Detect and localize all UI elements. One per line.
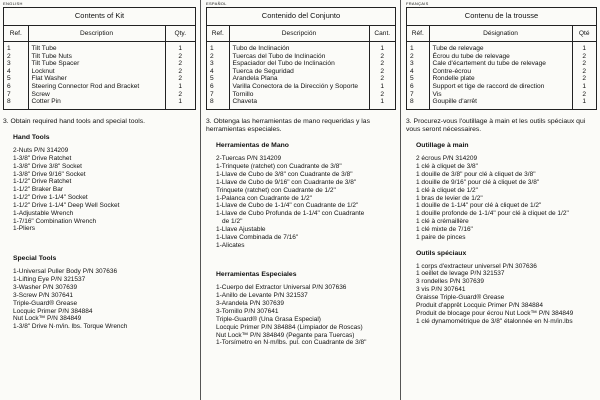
header-qty: Qty. xyxy=(165,26,195,42)
qty-cell: 1 xyxy=(369,42,395,53)
instruction-step: 3. Obtain required hand tools and special tools. xyxy=(3,117,146,125)
list-item: Locquic Primer P/N 384884 (Limpiador de Roscas) xyxy=(216,323,363,331)
table-row xyxy=(407,68,596,76)
ref-cell: 5 xyxy=(410,75,414,83)
list-item: 1 corps d'extracteur universel P/N 307636 xyxy=(416,262,537,270)
language-label: ESPAÑOL xyxy=(206,1,227,6)
ref-cell: 8 xyxy=(410,98,414,106)
qty-cell: 1 xyxy=(165,83,195,91)
list-item: Nut Lock™ P/N 384849 xyxy=(13,315,82,323)
qty-cell: 2 xyxy=(165,68,195,76)
list-item: Graisse Triple-Guard® Grease xyxy=(416,294,505,301)
ref-cell: 3 xyxy=(210,60,214,68)
description-cell: Tornillo xyxy=(229,91,369,99)
ref-cell: 2 xyxy=(410,52,414,60)
ref-cell: 3 xyxy=(7,60,11,68)
list-item: 1 clé à crémaillère xyxy=(416,218,469,226)
ref-cell: 4 xyxy=(410,67,414,75)
ref-cell: 1 xyxy=(410,45,414,52)
description-cell: Rondelle plate xyxy=(429,75,572,83)
list-item: 1-1/2" Drive 1-1/4" Socket xyxy=(13,194,88,202)
ref-cell: 2 xyxy=(7,52,11,60)
list-item: 1 clé à cliquet de 3/8" xyxy=(416,163,478,171)
ref-cell: 1 xyxy=(7,45,11,52)
table-row xyxy=(207,68,395,76)
list-item: 1-Llave de Cubo de 1-1/4" con Cuadrante de 1/2" xyxy=(216,202,359,210)
table-row xyxy=(407,98,596,109)
table-row xyxy=(207,83,395,91)
hand-tools-heading: Outillage à main xyxy=(416,142,469,150)
description-cell: Vis xyxy=(429,91,572,99)
instruction-step: 3. Procurez-vous l'outillage à main et les outils spéciaux qui vous seront nécessaires. xyxy=(406,117,586,134)
qty-cell: 1 xyxy=(369,83,395,91)
description-cell: Arandela Plana xyxy=(229,75,369,83)
list-item: 1-Alicates xyxy=(216,241,245,249)
list-item: 1 clé à cliquet de 1/2" xyxy=(416,186,478,194)
qty-cell: 2 xyxy=(165,91,195,99)
list-item: 1-Universal Puller Body P/N 307636 xyxy=(13,268,118,276)
list-item: Triple-Guard® Grease xyxy=(13,299,78,307)
description-cell: Locknut xyxy=(28,68,165,76)
qty-cell: 2 xyxy=(572,68,596,76)
description-cell: Cale d'écartement du tube de relevage xyxy=(429,60,572,68)
description-cell: Contre-écrou xyxy=(429,68,572,76)
description-cell: Tilt Tube xyxy=(28,42,165,53)
special-tools-list xyxy=(416,263,597,326)
table-row xyxy=(4,42,195,53)
qty-cell: 2 xyxy=(369,91,395,99)
list-item: 1 douille de 9/16" pour clé à cliquet de 3/8" xyxy=(416,178,540,186)
spanish-column xyxy=(201,0,399,400)
list-item: 1-1/2" Drive 1-1/4" Deep Well Socket xyxy=(13,201,120,209)
description-cell: Cotter Pin xyxy=(28,98,165,109)
table-row xyxy=(4,75,195,83)
description-cell: Steering Connector Rod and Bracket xyxy=(28,83,165,91)
header-description: Désignation xyxy=(429,26,572,42)
special-tools-heading: Herramientas Especiales xyxy=(216,271,297,279)
list-item: 1-Llave de Cubo de 3/8" con Cuadrante de 3/8" xyxy=(216,171,353,179)
list-item: 1-Pliers xyxy=(13,225,36,233)
list-item: 3 vis P/N 307641 xyxy=(416,286,466,294)
kit-contents-table xyxy=(3,7,196,110)
ref-cell: 6 xyxy=(7,82,11,90)
table-row xyxy=(407,42,596,53)
list-item: 1-7/16" Combination Wrench xyxy=(13,217,97,225)
ref-cell: 4 xyxy=(210,67,214,75)
qty-cell: 2 xyxy=(165,75,195,83)
instruction-step: 3. Obtenga las herramientas de mano requeridas y las herramientas especiales. xyxy=(206,117,370,134)
list-item: 1-Llave Ajustable xyxy=(216,225,266,233)
table-row xyxy=(4,83,195,91)
list-item: 3-Arandela P/N 307639 xyxy=(216,300,284,308)
list-item: 3-Tornillo P/N 307641 xyxy=(216,308,279,315)
qty-cell: 2 xyxy=(572,75,596,83)
hand-tools-list xyxy=(13,147,196,233)
ref-cell: 6 xyxy=(410,82,414,90)
qty-cell: 1 xyxy=(572,83,596,91)
special-tools-list xyxy=(13,268,196,331)
header-description: Description xyxy=(28,26,165,42)
kit-table-title: Contenu de la trousse xyxy=(407,8,596,26)
description-cell: Flat Washer xyxy=(28,75,165,83)
list-item: Triple-Guard® (Una Grasa Especial) xyxy=(216,315,321,323)
kit-table xyxy=(207,26,395,109)
kit-contents-table xyxy=(406,7,597,110)
table-row xyxy=(407,60,596,68)
qty-cell: 1 xyxy=(572,42,596,53)
special-tools-heading: Special Tools xyxy=(13,255,57,263)
ref-cell: 1 xyxy=(210,45,214,52)
qty-cell: 2 xyxy=(369,60,395,68)
list-item: Produit de blocage pour écrou Nut Lock™ P/N 384849 xyxy=(416,309,574,317)
list-item: Produit d'apprêt Locquic Primer P/N 384884 xyxy=(416,301,543,309)
qty-cell: 2 xyxy=(165,53,195,61)
ref-cell: 3 xyxy=(410,60,414,68)
description-cell: Goupille d'arrêt xyxy=(429,98,572,109)
special-tools-list xyxy=(216,284,396,347)
description-cell: Écrou du tube de relevage xyxy=(429,53,572,61)
hand-tools-heading: Herramientas de Mano xyxy=(216,142,289,150)
list-item: 1 paire de pinces xyxy=(416,233,466,241)
header-qty: Cant. xyxy=(369,26,395,42)
kit-table-title: Contents of Kit xyxy=(4,8,195,26)
language-label: FRANÇAIS xyxy=(406,1,429,6)
description-cell: Support et tige de raccord de direction xyxy=(429,83,572,91)
ref-cell: 5 xyxy=(210,75,214,83)
kit-table-header xyxy=(4,26,195,42)
ref-cell: 2 xyxy=(210,52,214,60)
list-item: 1-1/2" Drive Ratchet xyxy=(13,178,72,186)
list-item: 1 douille profonde de 1-1/4" pour clé à cliquet de 1/2" xyxy=(416,210,569,218)
list-item: 1-Adjustable Wrench xyxy=(13,209,74,217)
list-item: 1 oeillet de levage P/N 321537 xyxy=(416,270,505,278)
english-column xyxy=(0,0,199,400)
list-item: 1-Palanca con Cuadrante de 1/2" xyxy=(216,194,312,202)
description-cell: Tilt Tube Nuts xyxy=(28,53,165,61)
special-tools-heading: Outils spéciaux xyxy=(416,249,467,257)
list-item: 1-1/2" Braker Bar xyxy=(13,186,63,194)
table-row xyxy=(207,42,395,53)
ref-cell: 6 xyxy=(210,82,214,90)
list-item: de 1/2" xyxy=(222,218,243,226)
description-cell: Tubo de Inclinación xyxy=(229,42,369,53)
table-row xyxy=(407,53,596,61)
kit-table-title: Contenido del Conjunto xyxy=(207,8,395,26)
qty-cell: 2 xyxy=(369,53,395,61)
list-item: 1 douille de 3/8" pour clé à cliquet de 3/8" xyxy=(416,171,536,179)
qty-cell: 1 xyxy=(572,98,596,109)
qty-cell: 2 xyxy=(165,60,195,68)
list-item: Trinquete (ratchet) con Cuadrante de 1/2" xyxy=(216,186,336,194)
list-item: 1-Trinquete (ratchet) con Cuadrante de 3/8" xyxy=(216,163,342,171)
table-row xyxy=(207,75,395,83)
header-ref: Ref. xyxy=(4,26,28,42)
list-item: 2 écrous P/N 314209 xyxy=(416,155,478,163)
header-ref: Ref. xyxy=(207,26,229,42)
qty-cell: 2 xyxy=(572,53,596,61)
table-row xyxy=(407,91,596,99)
table-row xyxy=(4,53,195,61)
hand-tools-heading: Hand Tools xyxy=(13,134,50,142)
kit-table xyxy=(407,26,596,109)
description-cell: Varilla Conectora de la Dirección y Soporte xyxy=(229,83,369,91)
qty-cell: 1 xyxy=(165,42,195,53)
list-item: 1-Llave de Cubo Profunda de 1-1/4" con Cuadrante xyxy=(216,210,365,218)
list-item: 1-3/8" Drive Ratchet xyxy=(13,154,72,162)
list-item: 1-Lifting Eye P/N 321537 xyxy=(13,276,86,284)
table-row xyxy=(207,53,395,61)
language-label: ENGLISH xyxy=(3,1,23,6)
list-item: 1-Torsímetro en N·m/lbs. pul. con Cuadrante de 3/8" xyxy=(216,339,367,347)
description-cell: Tuerca de Seguridad xyxy=(229,68,369,76)
list-item: 3-Screw P/N 307641 xyxy=(13,291,73,299)
ref-cell: 5 xyxy=(7,75,11,83)
list-item: 2-Tuercas P/N 314209 xyxy=(216,155,282,163)
list-item: 1 clé dynamométrique de 3/8" étalonnée en N·m/in.lbs xyxy=(416,317,573,325)
description-cell: Tuercas del Tubo de Inclinación xyxy=(229,53,369,61)
list-item: 1 clé mixte de 7/16" xyxy=(416,225,473,233)
table-row xyxy=(407,83,596,91)
ref-cell: 8 xyxy=(210,98,214,106)
kit-table-header xyxy=(207,26,395,42)
table-row xyxy=(4,98,195,109)
ref-cell: 7 xyxy=(410,90,414,98)
qty-cell: 1 xyxy=(165,98,195,109)
table-row xyxy=(207,98,395,109)
description-cell: Tube de relevage xyxy=(429,42,572,53)
hand-tools-list xyxy=(216,155,396,249)
qty-cell: 2 xyxy=(572,91,596,99)
list-item: 1-3/8" Drive 9/16" Socket xyxy=(13,170,86,178)
table-row xyxy=(4,68,195,76)
ref-cell: 7 xyxy=(7,90,11,98)
qty-cell: 2 xyxy=(369,68,395,76)
list-item: 3-Washer P/N 307639 xyxy=(13,284,78,292)
list-item: 1-3/8" Drive N·m/in. lbs. Torque Wrench xyxy=(13,323,128,331)
kit-contents-table xyxy=(206,7,396,110)
header-ref: Réf. xyxy=(407,26,429,42)
description-cell: Chaveta xyxy=(229,98,369,109)
list-item: 1-Llave de Cubo de 9/16" con Cuadrante de 3/8" xyxy=(216,178,357,186)
list-item: 2-Nuts P/N 314209 xyxy=(13,147,69,155)
list-item: 3 rondelles P/N 307639 xyxy=(416,278,484,286)
ref-cell: 7 xyxy=(210,90,214,98)
list-item: 1-3/8" Drive 3/8" Socket xyxy=(13,162,82,170)
french-column xyxy=(401,0,600,400)
list-item: 1-Anillo de Levante P/N 321537 xyxy=(216,292,308,300)
description-cell: Tilt Tube Spacer xyxy=(28,60,165,68)
ref-cell: 4 xyxy=(7,67,11,75)
description-cell: Screw xyxy=(28,91,165,99)
table-row xyxy=(207,60,395,68)
list-item: 1 bras de levier de 1/2" xyxy=(416,194,483,202)
qty-cell: 1 xyxy=(369,98,395,109)
list-item: Nut Lock™ P/N 384849 (Pegante para Tuercas) xyxy=(216,331,355,339)
list-item: 1-Cuerpo del Extractor Universal P/N 307636 xyxy=(216,284,347,292)
list-item: 1-Llave Combinada de 7/16" xyxy=(216,233,299,241)
list-item: 1 douille de 1-1/4" pour clé à cliquet de 1/2" xyxy=(416,202,542,210)
qty-cell: 2 xyxy=(572,60,596,68)
kit-table xyxy=(4,26,195,109)
table-row xyxy=(4,60,195,68)
list-item: Locquic Primer P/N 384884 xyxy=(13,307,93,315)
kit-table-header xyxy=(407,26,596,42)
description-cell: Espaciador del Tubo de Inclinación xyxy=(229,60,369,68)
hand-tools-list xyxy=(416,155,597,241)
table-row xyxy=(407,75,596,83)
table-row xyxy=(4,91,195,99)
qty-cell: 2 xyxy=(369,75,395,83)
table-row xyxy=(207,91,395,99)
ref-cell: 8 xyxy=(7,98,11,106)
header-qty: Qté xyxy=(572,26,596,42)
header-description: Descripción xyxy=(229,26,369,42)
